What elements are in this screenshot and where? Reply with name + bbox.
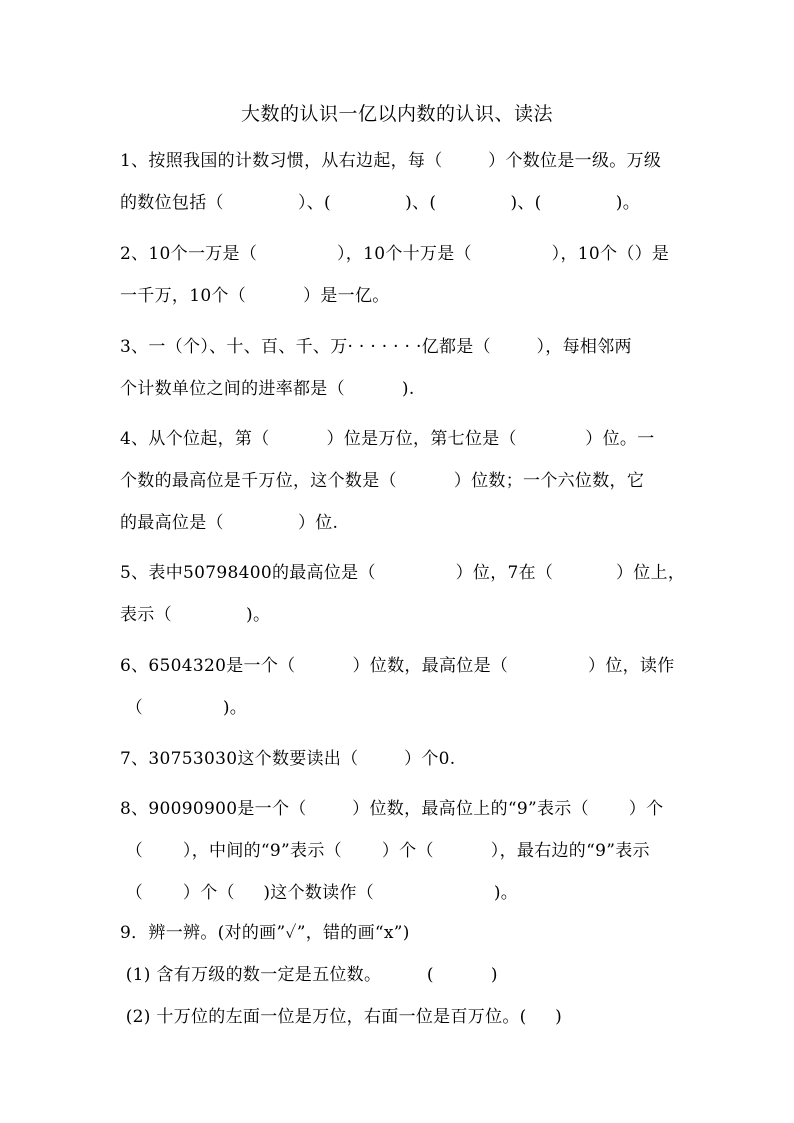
q1-line-1: 1、按照我国的计数习惯，从右边起，每（ ）个数位是一级。万级 — [120, 151, 662, 171]
q7-line-1: 7、30753030这个数要读出（ ）个0. — [120, 749, 456, 769]
q6-line-2: （ )。 — [120, 698, 248, 718]
worksheet-title: 大数的认识一亿以内数的认识、读法 — [240, 103, 553, 125]
q9-heading: 9．辨一辨。(对的画”✓”，错的画“x”) — [120, 923, 410, 943]
q8-line-3: （ ）个（ )这个数读作（ )。 — [120, 883, 519, 903]
q5-line-2: 表示（ )。 — [120, 605, 271, 625]
q9-item-2: (2) 十万位的左面一位是万位，右面一位是百万位。( ) — [120, 1007, 563, 1027]
q8-line-1: 8、90090900是一个（ ）位数，最高位上的“9”表示（ ）个 — [120, 799, 664, 819]
q5-line-1: 5、表中50798400的最高位是（ ）位，7在（ ）位上， — [120, 563, 686, 583]
q3-line-2: 个计数单位之间的进率都是（ ). — [120, 379, 415, 399]
q4-line-2: 个数的最高位是千万位，这个数是（ ）位数；一个六位数，它 — [120, 471, 645, 491]
q4-line-3: 的最高位是（ ）位. — [120, 513, 339, 533]
q2-line-1: 2、10个一万是（ ），10个十万是（ ），10个（）是 — [120, 244, 670, 264]
q6-line-1: 6、6504320是一个（ ）位数，最高位是（ ）位，读作 — [120, 656, 675, 676]
q8-line-2: （ ），中间的“9”表示（ ）个（ ），最右边的“9”表示 — [120, 841, 650, 861]
q4-line-1: 4、从个位起，第（ ）位是万位，第七位是（ ）位。一 — [120, 429, 655, 449]
q9-item-1: (1) 含有万级的数一定是五位数。 ( ) — [120, 965, 498, 985]
q2-line-2: 一千万，10个（ ）是一亿。 — [120, 286, 390, 306]
q3-line-1: 3、一（个）、十、百、千、万· · · · · · ·亿都是（ ），每相邻两 — [120, 337, 632, 357]
q1-line-2: 的数位包括（ ）、( )、( )、( )。 — [120, 193, 640, 213]
